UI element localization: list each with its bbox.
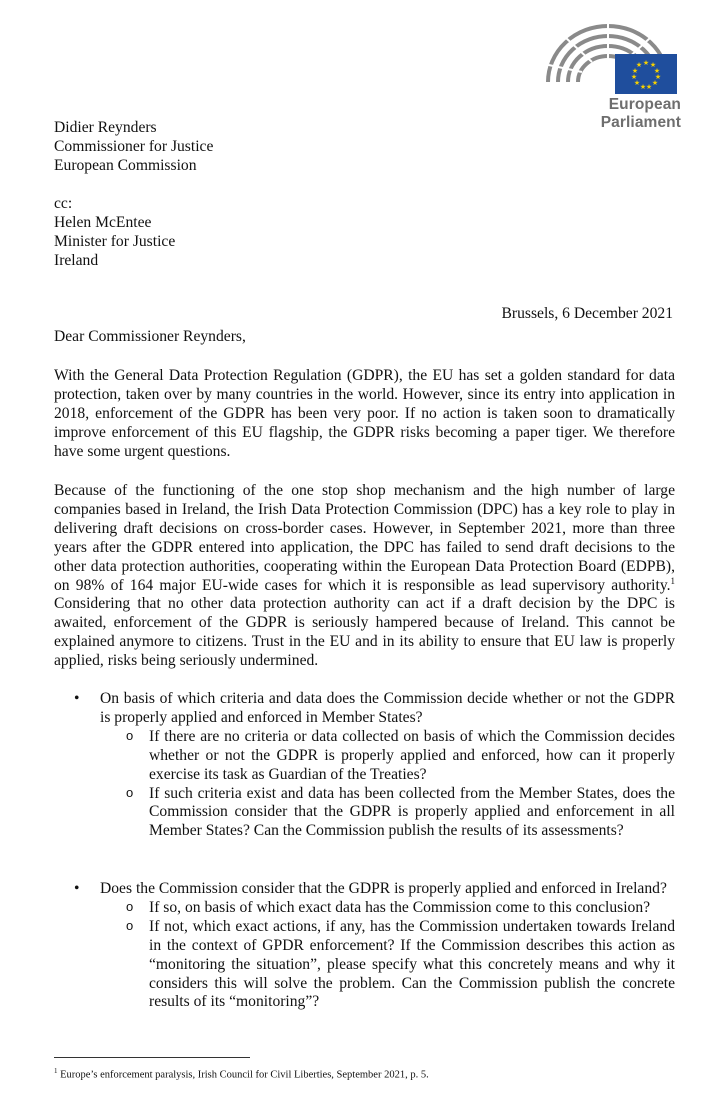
cc-label: cc: — [54, 195, 73, 212]
question-text: Does the Commission consider that the GDPR is properly applied and enforced in Ireland? — [100, 880, 667, 897]
paragraph-dpc-part2: Considering that no other data protection authority can act if a draft decision by the DPC is awaited, enforcement of the GDPR is seriously hampered because of Ireland. This cannot be explained anymore to citizens. Trust in the EU and in its ability to ensure that EU law is properly applied, risks being seriously undermined. — [54, 595, 675, 670]
cc-block — [54, 194, 175, 270]
sub-question-item: o If not, which exact actions, if any, has the Commission undertaken towards Ireland in the context of GPDR enforcement? If the Commission describes this action as “monitoring the situation”, please specify what this concretely means and why it considers this will solve the problem. Can the Commission publish the concrete results of its “monitoring”? — [100, 918, 675, 1013]
svg-text:★: ★ — [649, 61, 657, 69]
svg-text:★: ★ — [653, 67, 661, 75]
footnote-reference: 1 — [670, 575, 675, 586]
cc-title: Minister for Justice — [54, 233, 176, 250]
paragraph-intro: With the General Data Protection Regulation (GDPR), the EU has set a golden standard for data protection, taken over by many countries in the world. However, since its entry into application in 2018, enforcement of the GDPR has been very poor. If no action is taken soon to dramatically improve enforcement of this EU flagship, the GDPR risks becoming a paper tiger. We therefore have some urgent questions. — [54, 367, 675, 460]
sub-question-list — [100, 899, 675, 1012]
question-item — [54, 880, 675, 1012]
sub-question-item: o If so, on basis of which exact data has the Commission come to this conclusion? — [100, 899, 675, 918]
svg-text:★: ★ — [630, 73, 638, 81]
sub-question-item: o If there are no criteria or data collected on basis of which the Commission decides whether or not the GDPR is properly applied and enforced, how can it properly exercise its task as Guardian of the Treaties? — [100, 728, 675, 785]
question-list-2 — [54, 880, 675, 1012]
footnote-text: Europe’s enforcement paralysis, Irish Council for Civil Liberties, September 2021, p. 5. — [57, 1069, 429, 1081]
salutation: Dear Commissioner Reynders, — [54, 328, 246, 345]
paragraph-dpc-part1: Because of the functioning of the one stop shop mechanism and the high number of large companies based in Ireland, the Irish Data Protection Commission (DPC) has a key role to play in delivering draft decisions on cross-border cases. However, in September 2021, more than three years after the GDPR entered into application, the DPC has failed to send draft decisions to the other data protection authorities, cooperating within the European Data Protection Board (EDPB), on 98% of 164 major EU-wide cases for which it is responsible as lead supervisory authority. — [54, 482, 675, 594]
logo-label: European Parliament — [600, 96, 681, 131]
question-text: On basis of which criteria and data does the Commission decide whether or not the GDPR is properly applied and enforced in Member States? — [100, 690, 675, 726]
date-line: Brussels, 6 December 2021 — [501, 305, 673, 322]
svg-text:★: ★ — [651, 79, 659, 87]
svg-text:★: ★ — [635, 61, 643, 69]
question-list-1 — [54, 690, 675, 841]
european-parliament-logo — [536, 20, 681, 131]
svg-text:★: ★ — [645, 83, 653, 91]
footnote-number: 1 — [54, 1067, 58, 1075]
recipient-address — [54, 118, 213, 175]
question-item — [54, 690, 675, 841]
cc-country: Ireland — [54, 252, 99, 269]
sub-question-list — [100, 728, 675, 841]
recipient-name: Didier Reynders — [54, 119, 157, 136]
footnote — [54, 1067, 429, 1081]
svg-text:★: ★ — [639, 83, 647, 91]
footnote-separator — [54, 1057, 250, 1058]
cc-name: Helen McEntee — [54, 214, 152, 231]
svg-text:★: ★ — [642, 59, 650, 67]
svg-text:★: ★ — [631, 67, 639, 75]
svg-text:★: ★ — [633, 79, 641, 87]
paragraph-dpc — [54, 482, 675, 671]
sub-question-item: o If such criteria exist and data has been collected from the Member States, does the Commission consider that the GDPR is properly applied and enforcement in all Member States? Can the Commission publish the results of its assessments? — [100, 785, 675, 842]
recipient-title: Commissioner for Justice — [54, 138, 214, 155]
svg-text:★: ★ — [654, 73, 662, 81]
parliament-hemicycle-icon — [536, 20, 681, 96]
recipient-org: European Commission — [54, 157, 197, 174]
